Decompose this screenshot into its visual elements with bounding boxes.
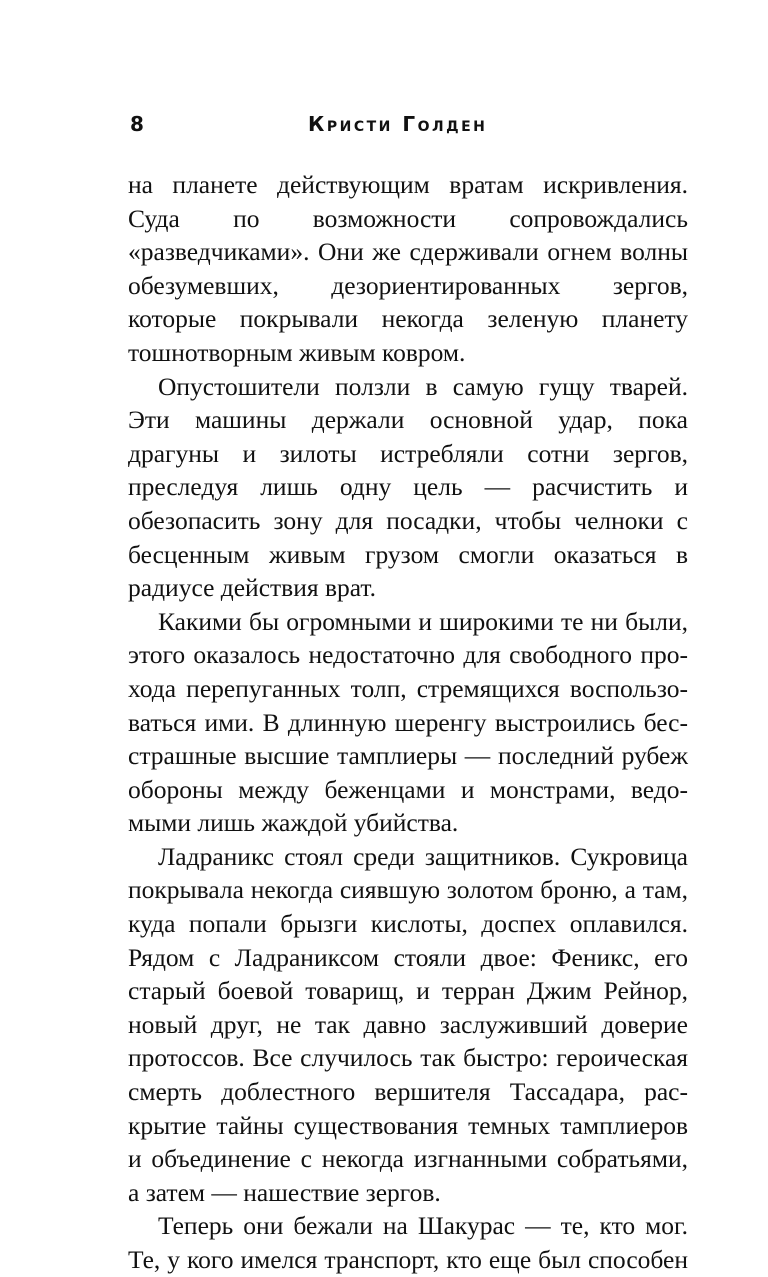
paragraph: Какими бы огромными и широкими те ни были, этого оказалось недостаточно для свободного прохода перепуганных толп, стремящихся воспользоваться ими. В длинную шеренгу выстроились бесстрашные высшие тамплиеры — последний рубеж обороны между беженцами и монстрами, ведомыми лишь жаждой убийства. xyxy=(128,606,688,838)
body-text xyxy=(128,168,688,1277)
page-number: 8 xyxy=(130,112,145,136)
running-header xyxy=(128,108,688,142)
paragraph: Ладраникс стоял среди защитников. Сукровица покрывала некогда сиявшую золотом броню, а там, куда попали брызги кислоты, доспех оплавился. Рядом с Ладраниксом стояли двое: Феникс, его старый боевой товарищ, и терран Джим Рейнор, новый друг, не так давно заслуживший доверие протоссов. Все случилось так быстро: героическая смерть доблестного вершителя Тассадара, раскрытие тайны существования темных тамплиеров и объединение с некогда изгнанными собратьями, а затем — нашествие зергов. xyxy=(128,841,688,1207)
author-name: Кристи Голден xyxy=(308,112,488,136)
book-page xyxy=(128,108,688,1277)
paragraph: на планете действующим вратам искривления. Суда по возможности сопровождались «разведчиками». Они же сдерживали огнем волны обезумевших, дезориентированных зергов, которые покрывали некогда зеленую планету тошнотворным живым ковром. xyxy=(128,170,688,367)
paragraph: Опустошители ползли в самую гущу тварей. Эти машины держали основной удар, пока драгуны и зилоты истребляли сотни зергов, преследуя лишь одну цель — расчистить и обезопасить зону для посадки, чтобы челноки с бесценным живым грузом смогли оказаться в радиусе действия врат. xyxy=(128,371,688,603)
paragraph: Теперь они бежали на Шакурас — те, кто мог. Те, у кого имелся транспорт, кто еще был способен xyxy=(128,1211,688,1274)
